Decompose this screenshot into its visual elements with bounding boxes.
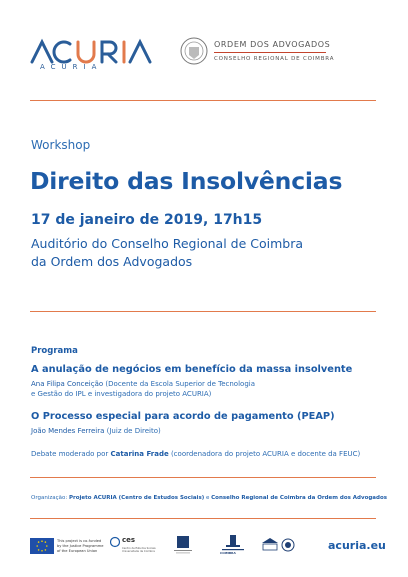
organization-line [31, 495, 387, 501]
talk-1-affiliation: (Docente da Escola Superior de Tecnologia [105, 380, 255, 388]
library-logo-icon [168, 534, 198, 556]
partner-logos [30, 534, 300, 556]
event-type-label: Workshop [31, 138, 91, 152]
ordem-advogados-subtitle: CONSELHO REGIONAL DE COIMBRA [214, 56, 335, 62]
talk-2-speaker-line [31, 427, 161, 435]
debate-affiliation: (coordenadora do projeto ACURIA e docente da FEUC) [170, 450, 361, 458]
coimbra-logo-name: COIMBRA [220, 551, 236, 555]
talk-1-affiliation-line2: e Gestão do IPL e investigadora do projeto ACURIA) [31, 390, 212, 398]
event-date-time: 17 de janeiro de 2019, 17h15 [31, 212, 263, 228]
lower-divider [30, 477, 376, 478]
ordem-advogados-divider [214, 52, 326, 53]
debate-prefix: Debate moderado por [31, 450, 109, 458]
talk-2-title: O Processo especial para acordo de pagamento (PEAP) [31, 411, 335, 422]
eu-flag-icon [30, 538, 54, 554]
organization-prefix: Organização: [31, 495, 68, 501]
debate-line [31, 450, 360, 458]
website-url[interactable]: acuria.eu [328, 539, 386, 552]
ordem-advogados-seal-icon [180, 36, 208, 66]
unesco-logo-icon [260, 536, 300, 554]
talk-2-affiliation: (Juiz de Direito) [106, 427, 161, 435]
footer-divider [30, 518, 376, 519]
eu-text-line3: of the European Union [57, 549, 98, 553]
acuria-logo-subtitle: ACURIA [40, 63, 103, 71]
event-title: Direito das Insolvências [30, 167, 343, 195]
organization-org2: Conselho Regional de Coimbra da Ordem dos Advogados [211, 495, 387, 501]
eu-text-line1: This project is co-funded [57, 539, 102, 543]
ces-logo-subtitle [122, 547, 156, 554]
eu-funding-text [57, 539, 103, 554]
middle-divider [30, 311, 376, 312]
top-divider [30, 100, 376, 101]
talk-2-speaker: João Mendes Ferreira [31, 427, 105, 435]
program-label: Programa [31, 346, 78, 356]
ces-logo-icon [110, 536, 120, 548]
event-venue-line1: Auditório do Conselho Regional de Coimbra [31, 236, 303, 251]
organization-org1: Projeto ACURIA (Centro de Estudos Sociais) [69, 495, 205, 501]
debate-moderator: Catarina Frade [110, 450, 169, 458]
ordem-advogados-title: ORDEM DOS ADVOGADOS [214, 40, 331, 49]
talk-1-speaker-line [31, 380, 255, 388]
talk-1-title: A anulação de negócios em benefício da massa insolvente [31, 364, 353, 375]
eu-text-line2: by the Justice Programme [57, 544, 104, 548]
talk-1-speaker: Ana Filipa Conceição [31, 380, 104, 388]
ces-sub-line1: Centro de Estudos Sociais [122, 547, 156, 550]
ces-sub-line2: Universidade de Coimbra [122, 550, 155, 554]
ces-logo-name: ces [122, 536, 136, 544]
event-venue-line2: da Ordem dos Advogados [31, 254, 193, 269]
organization-connector: e [205, 495, 210, 501]
